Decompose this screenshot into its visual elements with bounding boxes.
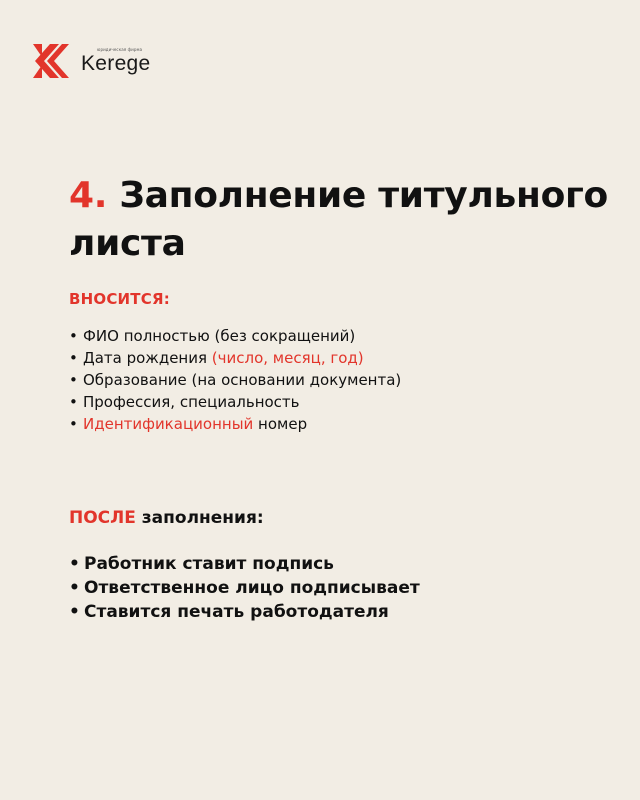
list-item: • ФИО полностью (без сокращений)	[69, 327, 356, 345]
list-item: • Ставится печать работодателя	[69, 602, 389, 622]
highlight-text: (число, месяц, год)	[211, 349, 364, 367]
list-item: • Работник ставит подпись	[69, 554, 334, 574]
after-heading: ПОСЛЕ заполнения:	[69, 508, 264, 528]
page-title	[69, 172, 609, 268]
entered-list	[69, 325, 401, 435]
highlight-text: ПОСЛЕ	[69, 508, 136, 528]
list-item: • Профессия, специальность	[69, 393, 300, 411]
after-list	[69, 552, 420, 624]
highlight-text: Идентификационный	[83, 415, 254, 433]
brand-tagline: юридическая фирма	[97, 46, 143, 52]
entered-label: ВНОСИТСЯ:	[69, 290, 170, 308]
list-item: • Ответственное лицо подписывает	[69, 578, 420, 598]
brand-text	[81, 47, 151, 76]
brand-name: Kerege	[81, 51, 151, 75]
title-text: Заполнение титульного листа	[69, 175, 608, 264]
step-number: 4.	[69, 175, 108, 216]
list-item: • Дата рождения (число, месяц, год)	[69, 349, 364, 367]
list-item: • Образование (на основании документа)	[69, 371, 402, 389]
list-item: • Идентификационный номер	[69, 415, 308, 433]
chevron-double-left-icon	[33, 44, 69, 78]
brand-logo	[33, 44, 151, 78]
